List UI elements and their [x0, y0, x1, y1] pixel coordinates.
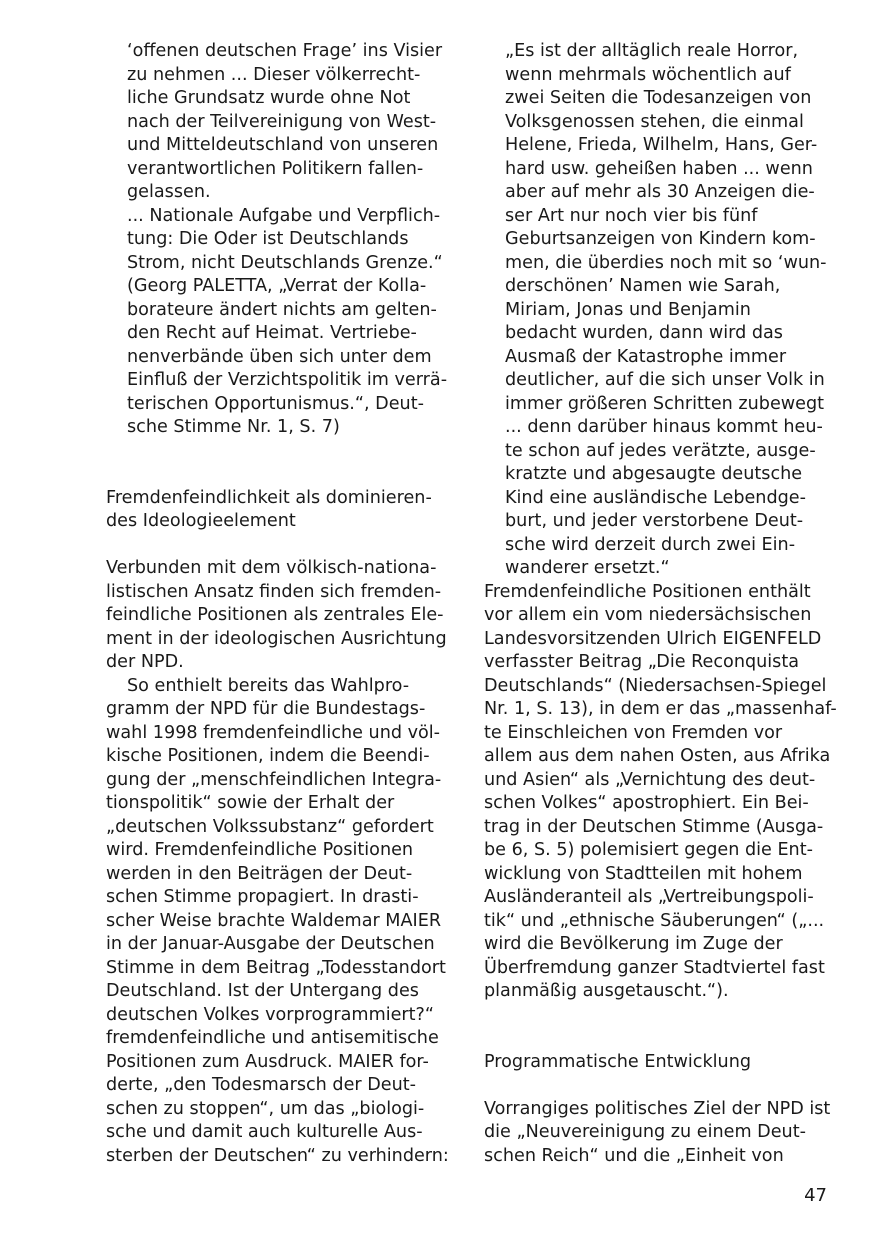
right-column: [484, 40, 837, 1168]
text-line: aber auf mehr als 30 Anzeigen die-: [505, 182, 815, 202]
text-line: allem aus dem nahen Osten, aus Afrika: [484, 746, 831, 766]
text-line: sche Stimme Nr. 1, S. 7): [127, 417, 340, 437]
text-line: Stimme in dem Beitrag „Todesstandort: [106, 957, 446, 978]
text-line: die „Neuvereinigung zu einem Deut-: [484, 1122, 806, 1142]
text-line: deutlicher, auf die sich unser Volk in: [505, 370, 825, 390]
text-line: scher Weise brachte Waldemar MAIER: [106, 910, 442, 931]
text-line: schen zu stoppen“, um das „biologi-: [106, 1098, 425, 1119]
text-line: tik“ und „ethnische Säuberungen“ („...: [484, 910, 825, 931]
text-line: in der Januar-Ausgabe der Deutschen: [106, 934, 435, 954]
text-line: Ausmaß der Katastrophe immer: [505, 346, 787, 367]
text-line: trag in der Deutschen Stimme (Ausga-: [484, 816, 824, 837]
right-paragraph-1: [484, 581, 837, 1004]
text-line: verantwortlichen Politikern fallen-: [127, 158, 424, 179]
text-line: Nr. 1, S. 13), in dem er das „massenhaf-: [484, 699, 837, 719]
text-line: derte, „den Todesmarsch der Deut-: [106, 1075, 416, 1095]
text-line: Ausländeranteil als „Vertreibungspoli-: [484, 887, 814, 907]
text-line: sche wird derzeit durch zwei Ein-: [505, 534, 796, 555]
text-line: ‘offenen deutschen Frage’ ins Visier: [127, 41, 443, 61]
section-heading-fremdenfeindlichkeit: [106, 487, 451, 534]
text-line: derschönen’ Namen wie Sarah,: [505, 276, 781, 296]
text-line: schen Volkes“ apostrophiert. Ein Bei-: [484, 793, 809, 813]
text-line: bedacht wurden, dann wird das: [505, 323, 783, 343]
text-line: Positionen zum Ausdruck. MAIER for-: [106, 1051, 429, 1072]
text-line: nach der Teilvereinigung von West-: [127, 111, 437, 132]
text-line: Vorrangiges politisches Ziel der NPD ist: [484, 1098, 831, 1119]
text-line: immer größeren Schritten zubewegt: [505, 393, 825, 414]
text-line: Volksgenossen stehen, die einmal: [505, 111, 804, 132]
text-line: feindliche Positionen als zentrales Ele-: [106, 605, 444, 625]
text-line: sche und damit auch kulturelle Aus-: [106, 1122, 423, 1142]
text-line: planmäßig ausgetauscht.“).: [484, 981, 729, 1001]
text-line: vor allem ein vom niedersächsischen: [484, 605, 812, 625]
text-line: tionspolitik“ sowie der Erhalt der: [106, 793, 395, 813]
text-line: tung: Die Oder ist Deutschlands: [127, 229, 409, 249]
text-line: borateure ändert nichts am gelten-: [127, 299, 437, 320]
text-line: (Georg PALETTA, „Verrat der Kolla-: [127, 276, 427, 296]
text-line: wanderer ersetzt.“: [505, 558, 670, 578]
text-line: kratzte und abgesaugte deutsche: [505, 464, 803, 484]
text-line: listischen Ansatz finden sich fremden-: [106, 581, 442, 602]
text-line: te Einschleichen von Fremden vor: [484, 722, 783, 743]
text-line: schen Stimme propagiert. In drasti-: [106, 887, 419, 907]
text-line: So enthielt bereits das Wahlpro-: [127, 675, 410, 696]
text-line: Miriam, Jonas und Benjamin: [505, 299, 751, 320]
text-line: wird die Bevölkerung im Zuge der: [484, 934, 783, 954]
text-line: gramm der NPD für die Bundestags-: [106, 699, 426, 719]
text-line: liche Grundsatz wurde ohne Not: [127, 88, 411, 108]
left-paragraph-2: [106, 675, 451, 1169]
text-line: deutschen Volkes vorprogrammiert?“: [106, 1004, 435, 1025]
text-line: be 6, S. 5) polemisiert gegen die Ent-: [484, 840, 813, 860]
left-paragraph-1: [106, 557, 451, 675]
section-heading-programmatische-entwicklung: [484, 1051, 829, 1075]
text-line: nenverbände üben sich unter dem: [127, 346, 432, 367]
text-line: ment in der ideologischen Ausrichtung: [106, 628, 447, 649]
right-paragraph-2: [484, 1098, 829, 1169]
text-line: werden in den Beiträgen der Deut-: [106, 863, 413, 884]
text-line: sterben der Deutschen“ zu verhindern:: [106, 1145, 449, 1166]
text-line: men, die überdies noch mit so ‘wun-: [505, 252, 827, 273]
text-line: kische Positionen, indem die Beendi-: [106, 746, 430, 766]
text-line: burt, und jeder verstorbene Deut-: [505, 511, 804, 531]
left-quote-block: [106, 40, 451, 440]
text-line: terischen Opportunismus.“, Deut-: [127, 393, 424, 414]
text-line: ... denn darüber hinaus kommt heu-: [505, 417, 823, 437]
text-line: Einfluß der Verzichtspolitik im verrä-: [127, 370, 448, 390]
text-line: Verbunden mit dem völkisch-nationa-: [106, 558, 437, 578]
text-line: zwei Seiten die Todesanzeigen von: [505, 88, 812, 108]
text-line: ser Art nur noch vier bis fünf: [505, 205, 758, 226]
text-line: Strom, nicht Deutschlands Grenze.“: [127, 252, 443, 273]
text-line: der NPD.: [106, 652, 184, 672]
page-number: 47: [804, 1185, 827, 1206]
text-line: des Ideologieelement: [106, 511, 296, 531]
text-line: verfasster Beitrag „Die Reconquista: [484, 652, 800, 672]
text-line: gelassen.: [127, 182, 211, 202]
text-line: Kind eine ausländische Lebendge-: [505, 487, 806, 508]
right-quote-block: [484, 40, 829, 581]
text-line: wenn mehrmals wöchentlich auf: [505, 64, 791, 85]
text-line: gung der „menschfeindlichen Integra-: [106, 769, 442, 790]
text-line: und Asien“ als „Vernichtung des deut-: [484, 769, 816, 790]
text-line: wahl 1998 fremdenfeindliche und völ-: [106, 722, 441, 743]
text-line: Landesvorsitzenden Ulrich EIGENFELD: [484, 628, 822, 649]
text-line: te schon auf jedes verätzte, ausge-: [505, 440, 816, 461]
text-line: Deutschland. Ist der Untergang des: [106, 981, 419, 1001]
left-column: [106, 40, 451, 1168]
text-line: fremdenfeindliche und antisemitische: [106, 1028, 439, 1048]
text-line: den Recht auf Heimat. Vertriebe-: [127, 323, 417, 343]
text-line: schen Reich“ und die „Einheit von: [484, 1145, 784, 1166]
text-line: „deutschen Volkssubstanz“ gefordert: [106, 816, 434, 837]
text-line: Geburtsanzeigen von Kindern kom-: [505, 229, 816, 249]
text-line: Überfremdung ganzer Stadtviertel fast: [484, 957, 825, 978]
text-line: wird. Fremdenfeindliche Positionen: [106, 840, 414, 860]
text-line: Programmatische Entwicklung: [484, 1051, 752, 1072]
text-line: zu nehmen ... Dieser völkerrecht-: [127, 64, 421, 85]
text-line: Deutschlands“ (Niedersachsen-Spiegel: [484, 675, 827, 696]
text-line: Helene, Frieda, Wilhelm, Hans, Ger-: [505, 135, 818, 155]
text-line: und Mitteldeutschland von unseren: [127, 135, 439, 155]
text-line: ... Nationale Aufgabe und Verpflich-: [127, 205, 441, 226]
text-line: Fremdenfeindlichkeit als dominieren-: [106, 487, 432, 508]
text-line: hard usw. geheißen haben ... wenn: [505, 158, 813, 179]
text-line: „Es ist der alltäglich reale Horror,: [505, 41, 799, 61]
text-line: Fremdenfeindliche Positionen enthält: [484, 581, 811, 602]
text-line: wicklung von Stadtteilen mit hohem: [484, 863, 803, 884]
